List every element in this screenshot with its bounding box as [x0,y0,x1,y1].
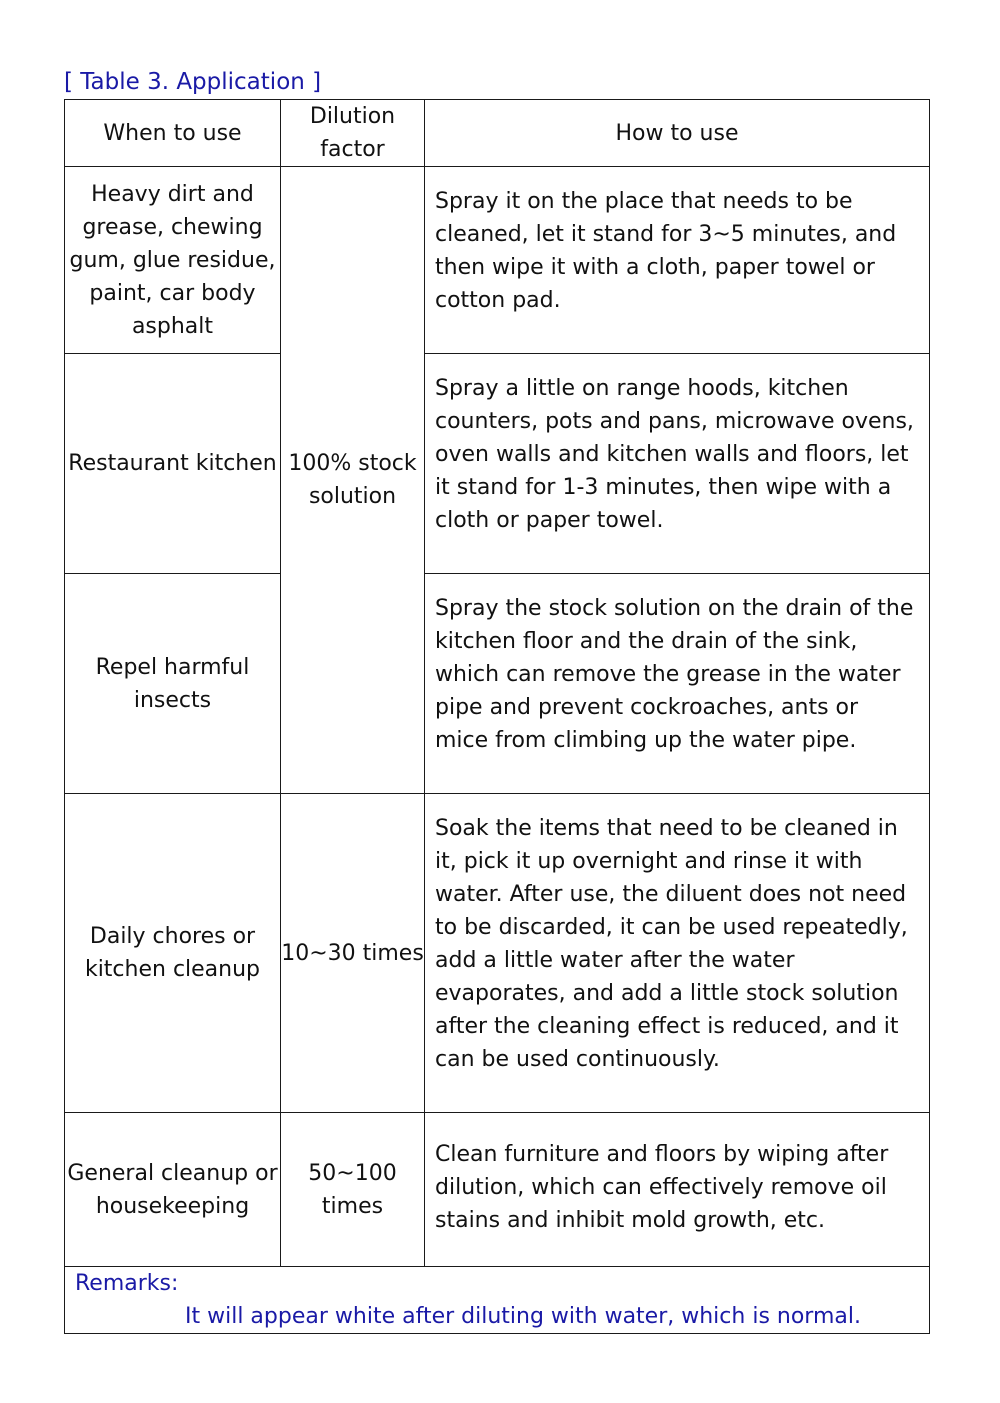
remarks-cell [65,1267,930,1334]
remarks-text: It will appear white after diluting with water, which is normal. [185,1304,861,1329]
header-when-to-use: When to use [65,100,281,167]
how-cell: Spray a little on range hoods, kitchen counters, pots and pans, microwave ovens, oven walls and kitchen walls and floors, let it stand for 1-3 minutes, then wipe with a cloth or paper towel. [425,354,930,574]
dilution-cell: 50~100 times [281,1113,425,1267]
dilution-cell: 100% stock solution [281,167,425,794]
table-caption: [ Table 3. Application ] [64,69,322,95]
remarks-row [65,1267,930,1334]
how-cell: Soak the items that need to be cleaned in it, pick it up overnight and rinse it with water. After use, the diluent does not need to be discarded, it can be used repeatedly, add a little water after the water evaporates, and add a little stock solution after the cleaning effect is reduced, and it can be used continuously. [425,794,930,1113]
how-cell: Clean furniture and floors by wiping after dilution, which can effectively remove oil stains and inhibit mold growth, etc. [425,1113,930,1267]
when-cell: General cleanup or housekeeping [65,1113,281,1267]
table-row [65,167,930,354]
dilution-cell: 10~30 times [281,794,425,1113]
how-cell: Spray the stock solution on the drain of the kitchen floor and the drain of the sink, which can remove the grease in the water pipe and prevent cockroaches, ants or mice from climbing up the water pipe. [425,574,930,794]
table-row [65,354,930,574]
when-cell: Daily chores or kitchen cleanup [65,794,281,1113]
table-header-row [65,100,930,167]
table-row [65,574,930,794]
application-table [64,99,930,1334]
remarks-title: Remarks: [75,1271,179,1296]
when-cell: Repel harmful insects [65,574,281,794]
when-cell: Restaurant kitchen [65,354,281,574]
table-row [65,1113,930,1267]
header-dilution-factor: Dilution factor [281,100,425,167]
when-cell: Heavy dirt and grease, chewing gum, glue residue, paint, car body asphalt [65,167,281,354]
header-how-to-use: How to use [425,100,930,167]
table-row [65,794,930,1113]
how-cell: Spray it on the place that needs to be cleaned, let it stand for 3~5 minutes, and then wipe it with a cloth, paper towel or cotton pad. [425,167,930,354]
